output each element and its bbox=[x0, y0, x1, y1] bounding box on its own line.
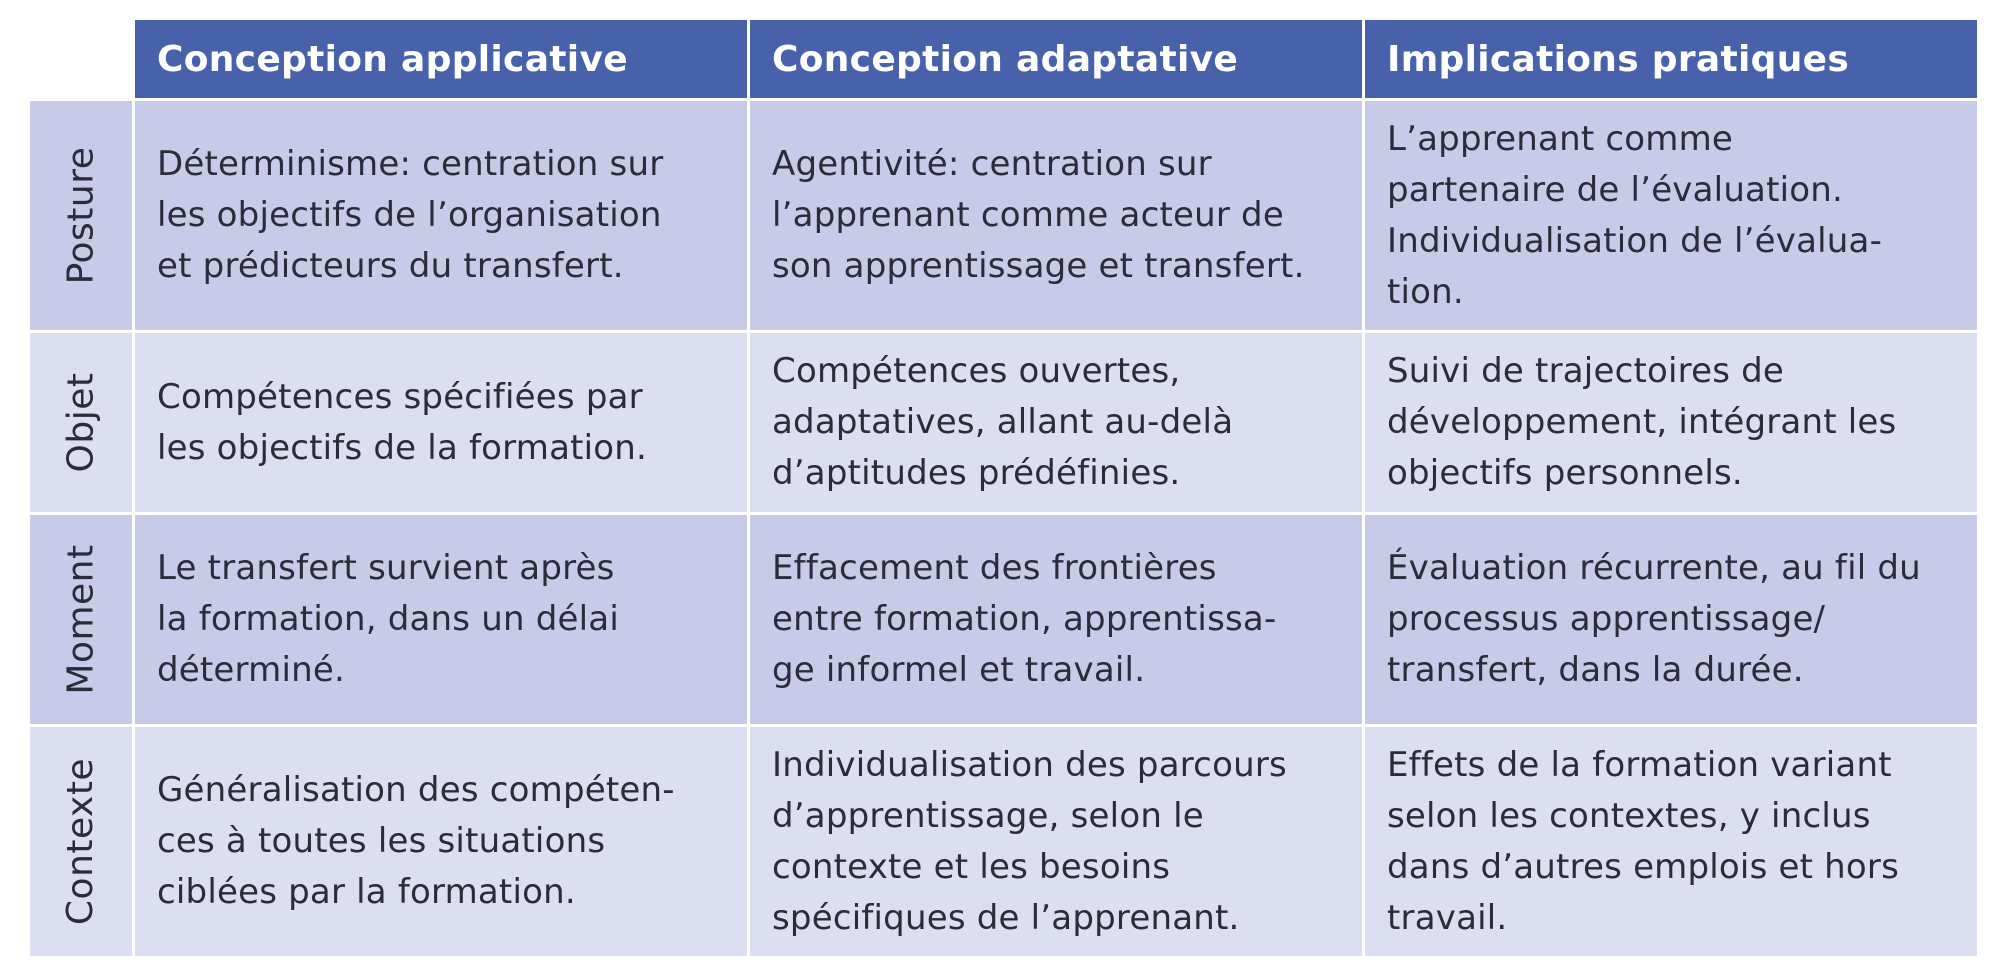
table-cell: Compétences ouvertes, adaptatives, allant au-delà d’aptitudes prédéfinies. bbox=[750, 333, 1362, 512]
row-label-text: Moment bbox=[60, 544, 102, 695]
row-label-text: Posture bbox=[60, 146, 102, 285]
row-label-contexte bbox=[30, 727, 132, 956]
header-implications-pratiques: Implications pratiques bbox=[1365, 20, 1977, 98]
table-cell: Généralisation des compéten- ces à toutes les situations ciblées par la formation. bbox=[135, 727, 747, 956]
table-cell: Évaluation récurrente, au fil du processus apprentissage/ transfert, dans la durée. bbox=[1365, 515, 1977, 724]
row-label-text: Objet bbox=[60, 372, 102, 473]
table-cell: Suivi de trajectoires de développement, intégrant les objectifs personnels. bbox=[1365, 333, 1977, 512]
table-cell: Effets de la formation variant selon les contextes, y inclus dans d’autres emplois et hors travail. bbox=[1365, 727, 1977, 956]
table-cell: Le transfert survient après la formation, dans un délai déterminé. bbox=[135, 515, 747, 724]
row-label-posture bbox=[30, 101, 132, 330]
table-cell: Agentivité: centration sur l’apprenant comme acteur de son apprentissage et transfert. bbox=[750, 101, 1362, 330]
header-conception-adaptative: Conception adaptative bbox=[750, 20, 1362, 98]
row-label-moment bbox=[30, 515, 132, 724]
table-cell: Compétences spécifiées par les objectifs de la formation. bbox=[135, 333, 747, 512]
row-label-text: Contexte bbox=[60, 757, 102, 926]
header-conception-applicative: Conception applicative bbox=[135, 20, 747, 98]
table-cell: Individualisation des parcours d’apprentissage, selon le contexte et les besoins spécifiques de l’apprenant. bbox=[750, 727, 1362, 956]
row-label-objet bbox=[30, 333, 132, 512]
table-corner bbox=[30, 20, 132, 98]
table-cell: Effacement des frontières entre formation, apprentissa- ge informel et travail. bbox=[750, 515, 1362, 724]
table-cell: L’apprenant comme partenaire de l’évaluation. Individualisation de l’évalua- tion. bbox=[1365, 101, 1977, 330]
table-cell: Déterminisme: centration sur les objectifs de l’organisation et prédicteurs du transfert. bbox=[135, 101, 747, 330]
comparison-table bbox=[30, 20, 1978, 956]
